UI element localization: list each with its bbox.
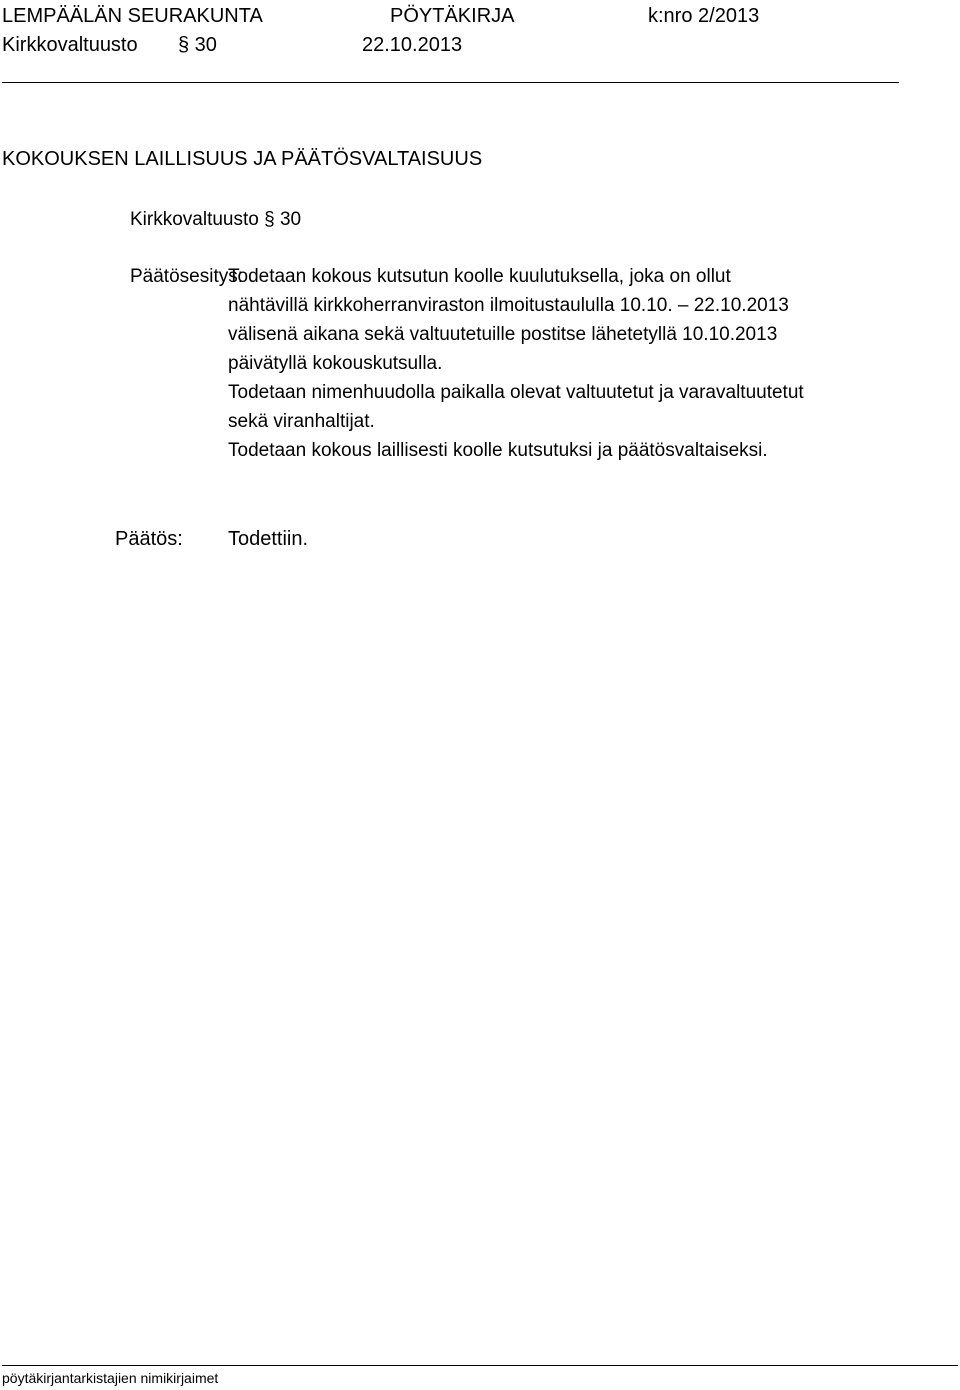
- proposal-line: Todetaan nimenhuudolla paikalla olevat valtuutetut ja varavaltuutetut: [228, 382, 804, 403]
- proposal-line: Todetaan kokous kutsutun koolle kuulutuksella, joka on ollut: [228, 266, 731, 287]
- section-number: § 30: [178, 34, 217, 56]
- decision-text: Todettiin.: [228, 528, 309, 550]
- section-reference: Kirkkovaltuusto § 30: [130, 209, 302, 230]
- decision-label: Päätös:: [115, 528, 183, 550]
- proposal-line: nähtävillä kirkkoherranviraston ilmoitustaululla 10.10. – 22.10.2013: [228, 295, 789, 316]
- proposal-line: välisenä aikana sekä valtuutetuille postitse lähetetyllä 10.10.2013: [228, 324, 778, 345]
- document-type: PÖYTÄKIRJA: [390, 5, 515, 27]
- header-divider: [2, 82, 899, 83]
- proposal-line: sekä viranhaltijat.: [228, 411, 375, 432]
- proposal-text: [228, 262, 948, 465]
- organization-name: LEMPÄÄLÄN SEURAKUNTA: [2, 5, 263, 27]
- proposal-label: Päätösesitys:: [130, 266, 243, 287]
- meeting-date: 22.10.2013: [362, 34, 463, 56]
- footer-divider: [2, 1365, 958, 1366]
- proposal-line: Todetaan kokous laillisesti koolle kutsutuksi ja päätösvaltaiseksi.: [228, 440, 768, 461]
- item-title: KOKOUKSEN LAILLISUUS JA PÄÄTÖSVALTAISUUS: [2, 148, 483, 170]
- footer-note: pöytäkirjantarkistajien nimikirjaimet: [2, 1370, 219, 1386]
- proposal-line: päivätyllä kokouskutsulla.: [228, 353, 443, 374]
- document-number: k:nro 2/2013: [648, 5, 760, 27]
- governing-body: Kirkkovaltuusto: [2, 34, 138, 56]
